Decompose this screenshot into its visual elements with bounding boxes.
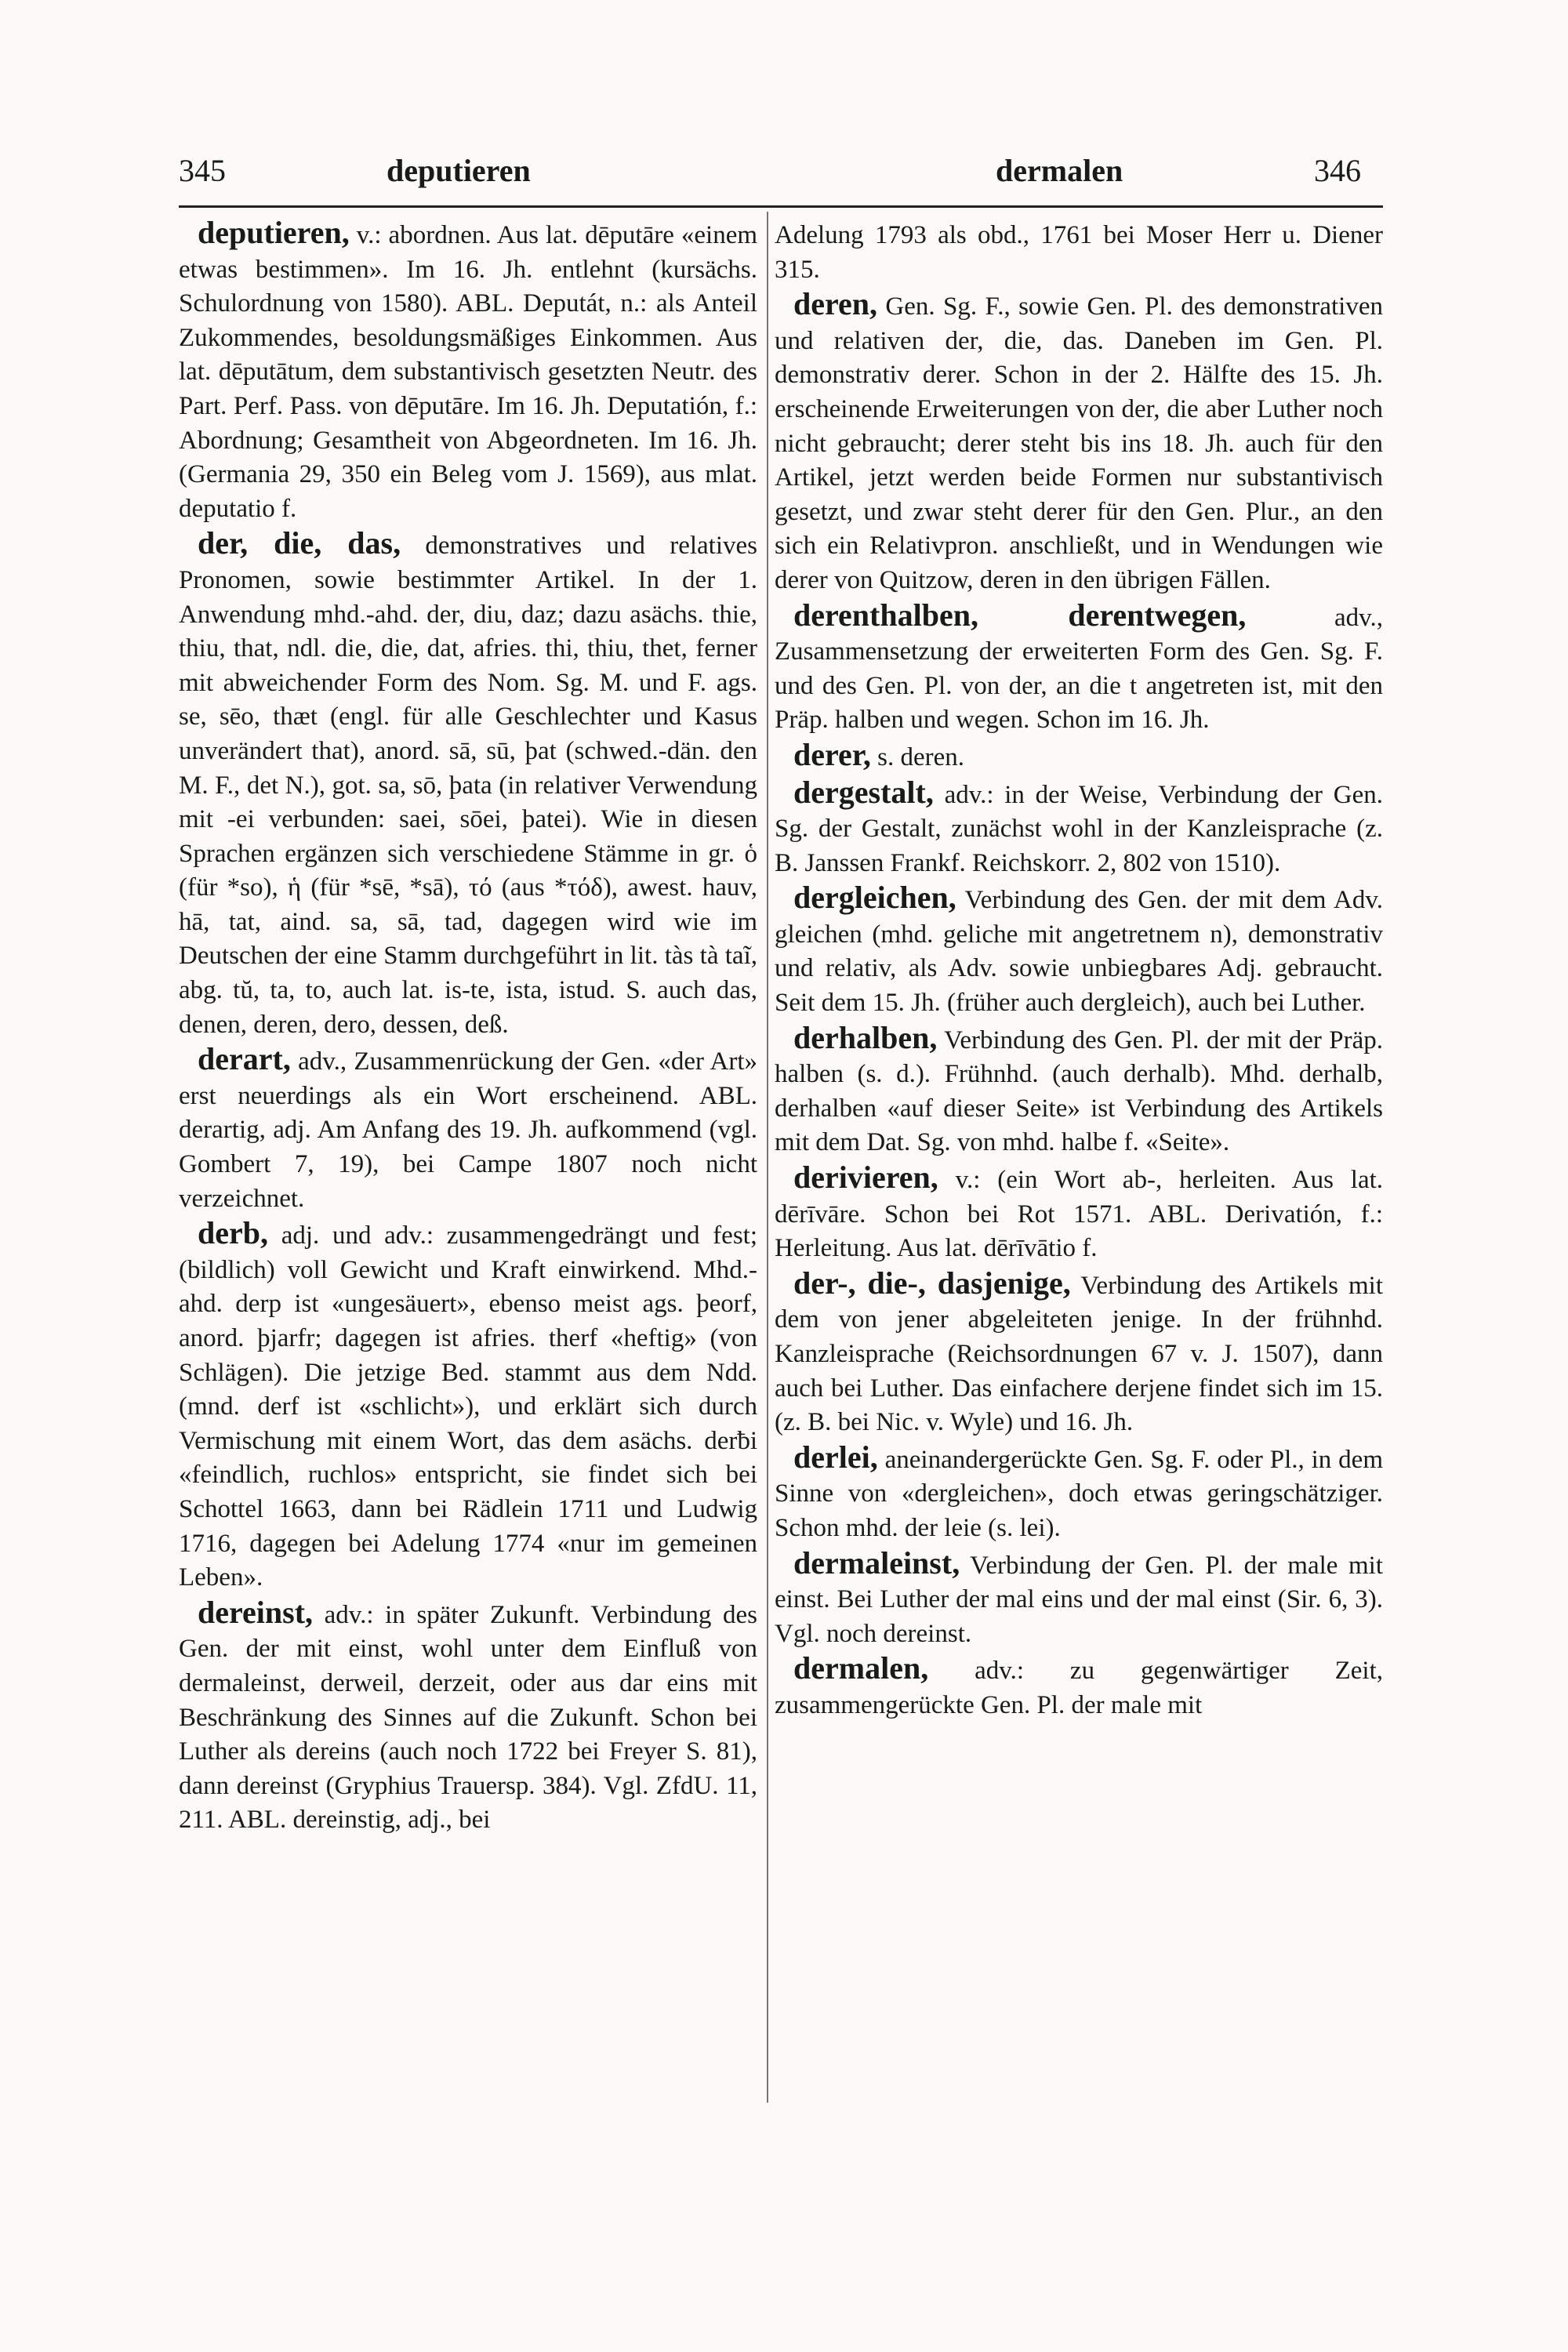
entry-derjenige [775,1266,1383,1440]
headword: dergleichen, [793,880,956,916]
headword: der, die, das, [198,525,401,561]
entry-text: Gen. Sg. F., sowie Gen. Pl. des demonstrativen und relativen der, die, das. Daneben im Gen. Pl. demonstrativ derer. Schon in der 2. Hälfte des 15. Jh. erscheinende Erweiterungen von der, die aber Luther noch nicht gebraucht; derer steht bis ins 18. Jh. auch für den Artikel, jetzt werden beide Formen nur substantivisch gesetzt, und zwar steht derer für den Gen. Plur., an den sich ein Relativpron. anschließt, und in Wendungen wie derer von Quitzow, deren in den übrigen Fällen. [775,292,1383,594]
entry-text: v.: (ein Wort ab-, herleiten. Aus lat. dērīvāre. Schon bei Rot 1571. ABL. Derivatión, f.: Herleitung. Aus lat. dērīvātio f. [775,1166,1384,1263]
entry-continuation [775,216,1383,287]
page-number-right: 346 [1314,153,1361,188]
entry-derb [179,1216,757,1595]
headword: dergestalt, [793,774,934,810]
entry-dermalen [775,1651,1383,1722]
entry-der-die-das [179,526,757,1042]
headword: derhalben, [793,1019,938,1055]
entry-derlei [775,1440,1383,1546]
entry-dergestalt [775,775,1383,881]
entry-text: v.: abordnen. Aus lat. dēputāre «einem etwas bestimmen». Im 16. Jh. entlehnt (kursächs. Schulordnung von 1580). ABL. Deputát, n.: als Anteil Zukommendes, besoldungsmäßiges Einkommen. Aus lat. dēputātum, dem substantivisch gesetzten Neutr. des Part. Perf. Pass. von dēputāre. Im 16. Jh. Deputatión, f.: Abordnung; Gesamtheit von Abgeordneten. Im 16. Jh. (Germania 29, 350 ein Beleg vom J. 1569), aus mlat. deputatio f. [179,221,758,523]
page-number-left: 345 [179,153,226,188]
entry-derart [179,1042,757,1216]
headword: derenthalben, derentwegen, [793,597,1247,633]
headword: der-, die-, dasjenige, [793,1265,1071,1301]
entry-derenthalben [775,598,1383,738]
left-column [179,216,757,1838]
headword: derb, [198,1215,268,1251]
entry-dereinst [179,1595,757,1838]
right-column [775,216,1383,1723]
entry-text: Verbindung der Gen. Pl. der male mit einst. Bei Luther der mal eins und der mal einst (Sir. 6, 3). Vgl. noch dereinst. [775,1551,1384,1648]
headword: dermalen, [793,1650,929,1686]
entry-deren [775,287,1383,597]
headword: derlei, [793,1439,878,1475]
entry-text: adj. und adv.: zusammengedrängt und fest; (bildlich) voll Gewicht und Kraft einwirkend. Mhd.-ahd. derp ist «ungesäuert», ebenso meist ags. þeorf, anord. þjarfr; dagegen ist afries. therf «heftig» (von Schlägen). Die jetzige Bed. stammt aus dem Ndd. (mnd. derf ist «schlicht»), und erklärt sich durch Vermischung mit einem Wort, das dem asächs. derƀi «feindlich, ruchlos» entspricht, sie findet sich bei Schottel 1663, dann bei Rädlein 1711 und Ludwig 1716, dagegen bei Adelung 1774 «nur im gemeinen Leben». [179,1221,757,1592]
entry-text: Verbindung des Gen. der mit dem Adv. gleichen (mhd. geliche mit angetretnem n), demonstrativ und relativ, als Adv. sowie unbiegbares Adj. gebraucht. Seit dem 15. Jh. (früher auch dergleich), auch bei Luther. [775,886,1383,1018]
headword: derart, [198,1041,291,1077]
entry-text: adv.: in später Zukunft. Verbindung des Gen. der mit einst, wohl unter dem Einfluß von dermaleinst, derweil, derzeit, oder aus dar eins mit Beschränkung des Sinnes auf die Zukunft. Schon bei Luther als dereins (auch noch 1722 bei Freyer S. 81), dann dereinst (Gryphius Trauersp. 384). Vgl. ZfdU. 11, 211. ABL. dereinstig, adj., bei [179,1600,757,1835]
catchword-right: dermalen [996,153,1123,188]
entry-dergleichen [775,880,1383,1020]
entry-text: adv., Zusammenrückung der Gen. «der Art» erst neuerdings als ein Wort erscheinend. ABL. derartig, adj. Am Anfang des 19. Jh. aufkommend (vgl. Gombert 7, 19), bei Campe 1807 noch nicht verzeichnet. [179,1047,757,1213]
entry-text: Verbindung des Gen. Pl. der mit der Präp. halben (s. d.). Frühnhd. (auch derhalb). Mhd. derhalb, derhalben «auf dieser Seite» ist Verbindung des Artikels mit dem Dat. Sg. von mhd. halbe f. «Seite». [775,1025,1383,1157]
entry-text: adv.: in der Weise, Verbindung der Gen. Sg. der Gestalt, zunächst wohl in der Kanzleisprache (z. B. Janssen Frankf. Reichskorr. 2, 802 von 1510). [775,780,1384,877]
column-divider [767,212,768,2103]
entry-deputieren [179,216,757,526]
entry-text: Verbindung des Artikels mit dem von jener abgeleiteten jenige. In der frühnhd. Kanzleisprache (Reichsordnungen 67 v. J. 1507), dann auch bei Luther. Das einfachere derjene findet sich im 15. (z. B. bei Nic. v. Wyle) und 16. Jh. [775,1271,1384,1437]
running-header [0,147,1568,194]
headword: derer, [793,736,871,772]
entry-text: adv., Zusammensetzung der erweiterten Form des Gen. Sg. F. und des Gen. Pl. von der, an die t angetreten ist, mit den Präp. halben und wegen. Schon im 16. Jh. [775,603,1383,735]
headword: dereinst, [198,1594,314,1630]
entry-derivieren [775,1160,1383,1266]
header-rule [179,205,1383,208]
entry-dermaleinst [775,1546,1383,1652]
entry-text: s. deren. [877,742,965,771]
entry-derhalben [775,1021,1383,1160]
headword: deren, [793,286,878,322]
entry-text: demonstratives und relatives Pronomen, sowie bestimmter Artikel. In der 1. Anwendung mhd.-ahd. der, diu, daz; dazu asächs. thie, thiu, that, ndl. die, die, dat, afries. thi, thiu, thet, ferner mit abweichender Form des Nom. Sg. M. und F. ags. se, sēo, thæt (engl. für alle Geschlechter und Kasus unverändert that), anord. sā, sū, þat (schwed.-dän. den M. F., det N.), got. sa, sō, þata (in relativer Verwendung mit -ei verbunden: saei, sōei, þatei). Wie in diesen Sprachen ergänzen sich verschiedene Stämme in gr. ὁ (für *so), ἡ (für *sē, *sā), τό (aus *τόδ), awest. hauv, hā, tat, aind. sa, sā, tad, dagegen wird wie im Deutschen der eine Stamm durchgeführt in lit. tàs tà taĩ, abg. tŭ, ta, to, auch lat. is-te, ista, istud. S. auch das, denen, deren, dero, dessen, deß. [179,532,757,1039]
headword: dermaleinst, [793,1544,960,1581]
entry-text: Adelung 1793 als obd., 1761 bei Moser Herr u. Diener 315. [775,221,1383,284]
entry-text: adv.: zu gegenwärtiger Zeit, zusammengerückte Gen. Pl. der male mit [775,1657,1383,1719]
entry-derer [775,738,1383,775]
headword: deputieren, [198,215,350,250]
catchword-left: deputieren [387,153,531,188]
entry-text: aneinandergerückte Gen. Sg. F. oder Pl., in dem Sinne von «dergleichen», doch etwas geringschätziger. Schon mhd. der leie (s. lei). [775,1445,1383,1542]
headword: derivieren, [793,1160,938,1196]
